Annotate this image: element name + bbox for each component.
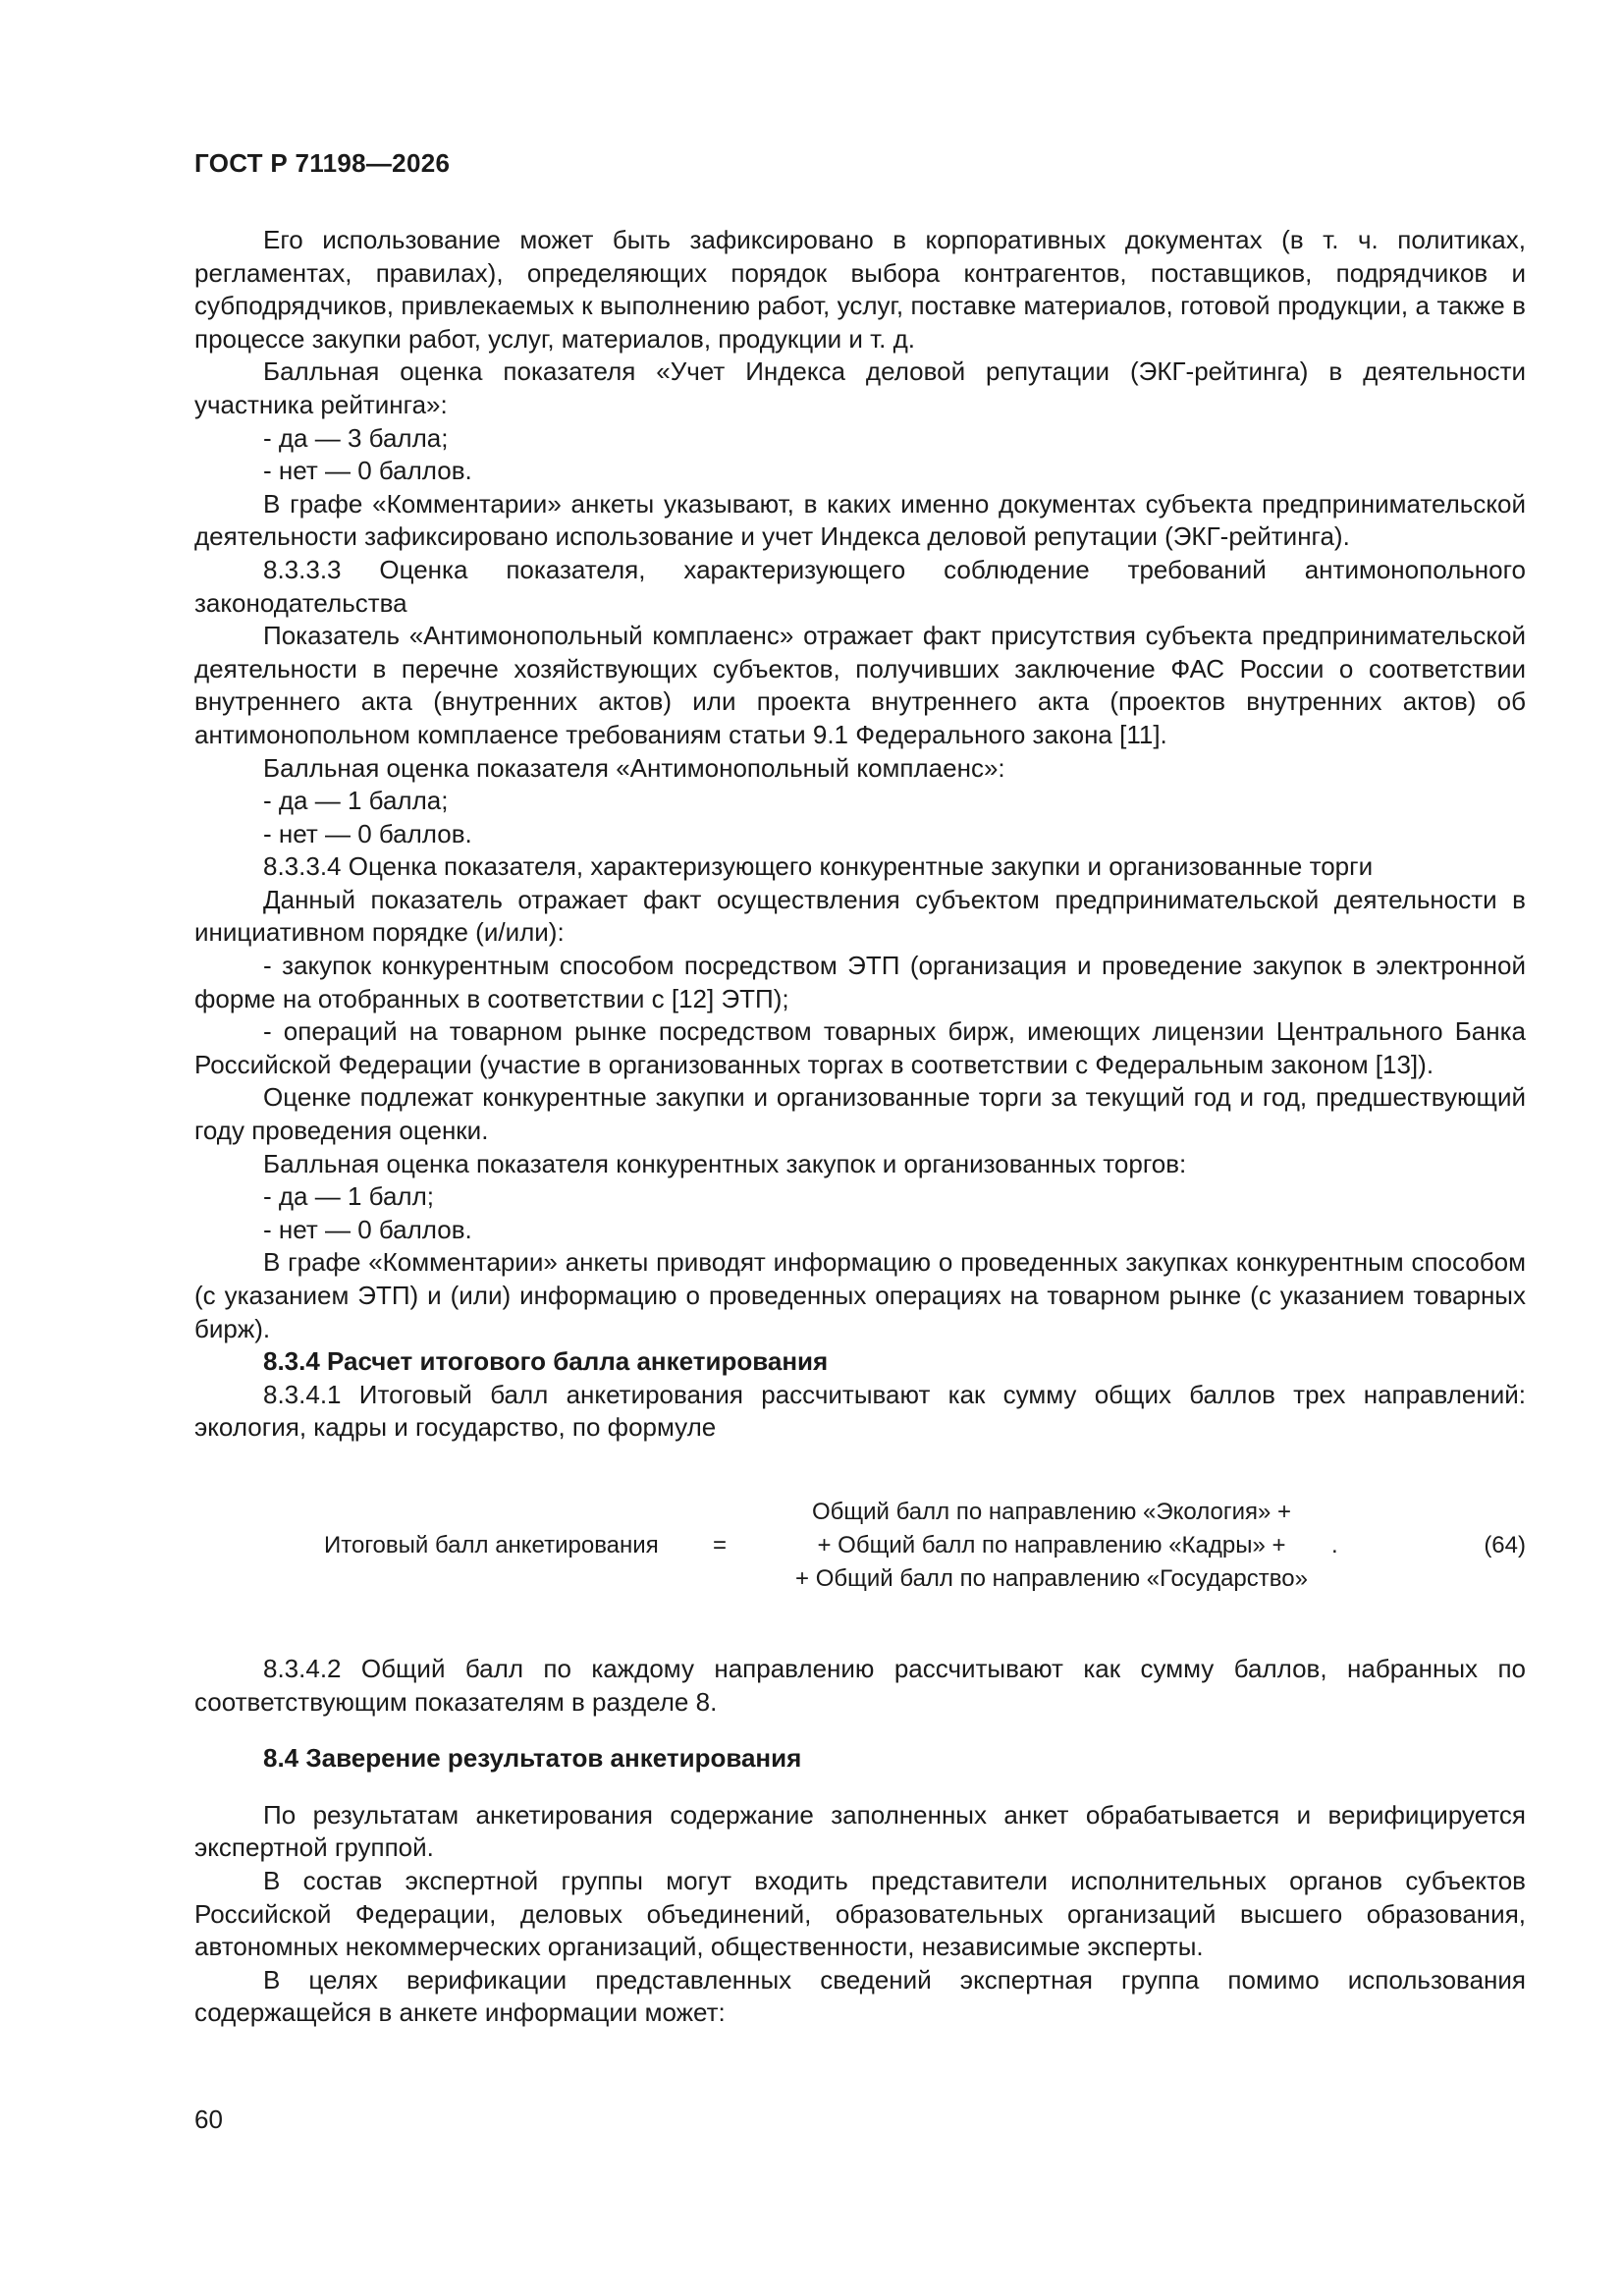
paragraph: 8.3.3.4 Оценка показателя, характеризующего конкурентные закупки и организованные торги [263, 851, 1374, 882]
paragraph: Балльная оценка показателя «Антимонопольный комплаенс»: [263, 752, 1005, 783]
paragraph: 8.3.4 Расчет итогового балла анкетирования [263, 1346, 829, 1377]
body-text-bottom [194, 1653, 1526, 2030]
paragraph: Его использование может быть зафиксировано в корпоративных документах (в т. ч. политиках, регламентах, правилах), определяющих порядок выбора контрагентов, поставщиков, подрядчиков и субподрядчиков, привлекаемых к выполнению работ, услуг, поставке материалов, готовой продукции, а также в процессе закупки работ, услуг, материалов, продукции и т. д. [194, 225, 1526, 354]
paragraph: 8.3.3.3 Оценка показателя, характеризующего соблюдение требований антимонопольного законодательства [194, 554, 1526, 618]
paragraph: По результатам анкетирования содержание заполненных анкет обрабатывается и верифицируется экспертной группой. [194, 1799, 1526, 1863]
paragraph: - нет — 0 баллов. [263, 818, 472, 848]
paragraph: - да — 1 балла; [263, 786, 449, 816]
paragraph: Балльная оценка показателя конкурентных закупок и организованных торгов: [263, 1148, 1187, 1178]
paragraph: 8.3.4.1 Итоговый балл анкетирования рассчитывают как сумму общих баллов трех направлений: экология, кадры и государство, по формуле [194, 1379, 1526, 1443]
page-number: 60 [194, 2105, 223, 2134]
paragraph: 8.4 Заверение результатов анкетирования [263, 1743, 802, 1774]
page-content [194, 224, 1526, 2030]
formula-term-ecology: Общий балл по направлению «Экология» + [811, 1498, 1292, 1525]
paragraph: Оценке подлежат конкурентные закупки и организованные торги за текущий год и год, предшествующий году проведения оценки. [194, 1082, 1526, 1146]
paragraph: - да — 1 балл; [263, 1181, 434, 1212]
paragraph: В целях верификации представленных сведений экспертная группа помимо использования содержащейся в анкете информации может: [194, 1964, 1526, 2028]
formula-number: (64) [1484, 1531, 1526, 1558]
formula-term-staff: + Общий балл по направлению «Кадры» + [817, 1531, 1286, 1558]
formula-period: . [1331, 1531, 1338, 1558]
paragraph: - закупок конкурентным способом посредством ЭТП (организация и проведение закупок в электронной форме на отобранных в соответствии с [12] ЭТП); [194, 951, 1526, 1013]
formula-right-side [744, 1496, 1359, 1596]
paragraph: В состав экспертной группы могут входить представители исполнительных органов субъектов Российской Федерации, деловых объединений, образовательных организаций высшего образования, автономных некоммерческих организаций, общественности, независимые эксперты. [194, 1865, 1526, 1962]
document-header: ГОСТ Р 71198—2026 [194, 148, 451, 178]
formula-term-state: + Общий балл по направлению «Государство» [795, 1564, 1308, 1592]
paragraph: Данный показатель отражает факт осуществления субъектом предпринимательской деятельности в инициативном порядке (и/или): [194, 884, 1526, 948]
body-text-top [194, 224, 1526, 1445]
formula-left-side: Итоговый балл анкетирования [324, 1531, 659, 1558]
formula-equals-sign: = [713, 1531, 728, 1558]
paragraph: Балльная оценка показателя «Учет Индекса деловой репутации (ЭКГ-рейтинга) в деятельности участника рейтинга»: [194, 356, 1526, 419]
paragraph: - нет — 0 баллов. [263, 1214, 472, 1244]
paragraph: - операций на товарном рынке посредством товарных бирж, имеющих лицензии Центрального Банка Российской Федерации (участие в организованных торгах в соответствии с Федеральным законом [13]). [194, 1016, 1526, 1079]
paragraph: В графе «Комментарии» анкеты приводят информацию о проведенных закупках конкурентным способом (с указанием ЭТП) и (или) информацию о проведенных операциях на товарном рынке (с указанием товарных бирж). [194, 1247, 1526, 1343]
paragraph: - нет — 0 баллов. [263, 456, 472, 486]
paragraph: В графе «Комментарии» анкеты указывают, в каких именно документах субъекта предпринимательской деятельности зафиксировано использование и учет Индекса деловой репутации (ЭКГ-рейтинга). [194, 488, 1526, 552]
paragraph: Показатель «Антимонопольный комплаенс» отражает факт присутствия субъекта предпринимательской деятельности в перечне хозяйствующих субъектов, получивших заключение ФАС России о соответствии внутреннего акта (внутренних актов) или проекта внутреннего акта (проектов внутренних актов) об антимонопольном комплаенсе требованиям статьи 9.1 Федерального закона [11]. [194, 621, 1526, 749]
paragraph: 8.3.4.2 Общий балл по каждому направлению рассчитывают как сумму баллов, набранных по соответствующим показателям в разделе 8. [194, 1653, 1526, 1717]
formula-64 [194, 1474, 1526, 1617]
paragraph: - да — 3 балла; [263, 422, 449, 453]
